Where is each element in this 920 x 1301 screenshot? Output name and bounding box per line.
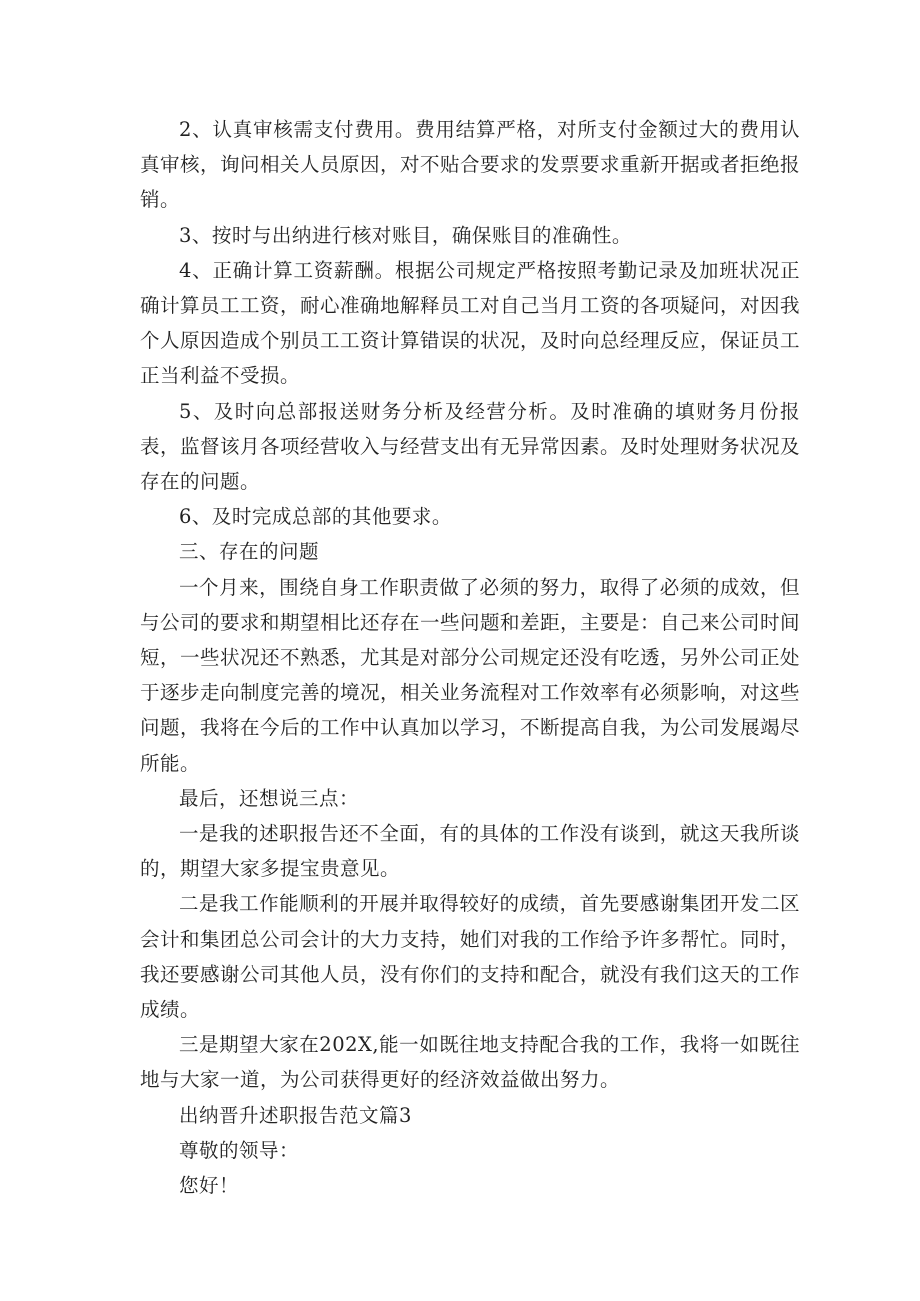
paragraph-point-two: 二是我工作能顺利的开展并取得较好的成绩，首先要感谢集团开发二区会计和集团总公司会计的大力支持，她们对我的工作给予许多帮忙。同时，我还要感谢公司其他人员，没有你们的支持和配合，就没有我们这天的工作成绩。 xyxy=(140,892,801,1022)
paragraph-problems: 一个月来，围绕自身工作职责做了必须的努力，取得了必须的成效，但与公司的要求和期望相比还存在一些问题和差距，主要是：自己来公司时间短，一些状况还不熟悉，尤其是对部分公司规定还没有吃透，另外公司正处于逐步走向制度完善的境况，相关业务流程对工作效率有必须影响，对这些问题，我将在今后的工作中认真加以学习，不断提高自我，为公司发展竭尽所能。 xyxy=(140,575,801,775)
salutation: 尊敬的领导： xyxy=(179,1138,300,1162)
paragraph-final-intro: 最后，还想说三点： xyxy=(179,786,360,810)
paragraph-item-2: 2、认真审核需支付费用。费用结算严格，对所支付金额过大的费用认真审核，询问相关人员原因，对不贴合要求的发票要求重新开据或者拒绝报销。 xyxy=(140,118,801,212)
article-title: 出纳晋升述职报告范文篇3 xyxy=(179,1103,412,1127)
paragraph-item-6: 6、及时完成总部的其他要求。 xyxy=(179,505,452,529)
document-body xyxy=(140,112,800,1203)
greeting: 您好！ xyxy=(179,1174,240,1198)
section-heading-problems: 三、存在的问题 xyxy=(179,540,320,564)
paragraph-item-4: 4、正确计算工资薪酬。根据公司规定严格按照考勤记录及加班状况正确计算员工工资，耐心准确地解释员工对自己当月工资的各项疑问，对因我个人原因造成个别员工工资计算错误的状况，及时向总经理反应，保证员工正当利益不受损。 xyxy=(140,258,801,388)
paragraph-point-one: 一是我的述职报告还不全面，有的具体的工作没有谈到，就这天我所谈的，期望大家多提宝贵意见。 xyxy=(140,822,800,881)
paragraph-item-3: 3、按时与出纳进行核对账目，确保账目的准确性。 xyxy=(179,223,632,247)
paragraph-point-three: 三是期望大家在202X,能一如既往地支持配合我的工作，我将一如既往地与大家一道，为公司获得更好的经济效益做出努力。 xyxy=(140,1033,800,1092)
paragraph-item-5: 5、及时向总部报送财务分析及经营分析。及时准确的填财务月份报表，监督该月各项经营收入与经营支出有无异常因素。及时处理财务状况及存在的问题。 xyxy=(140,399,801,494)
